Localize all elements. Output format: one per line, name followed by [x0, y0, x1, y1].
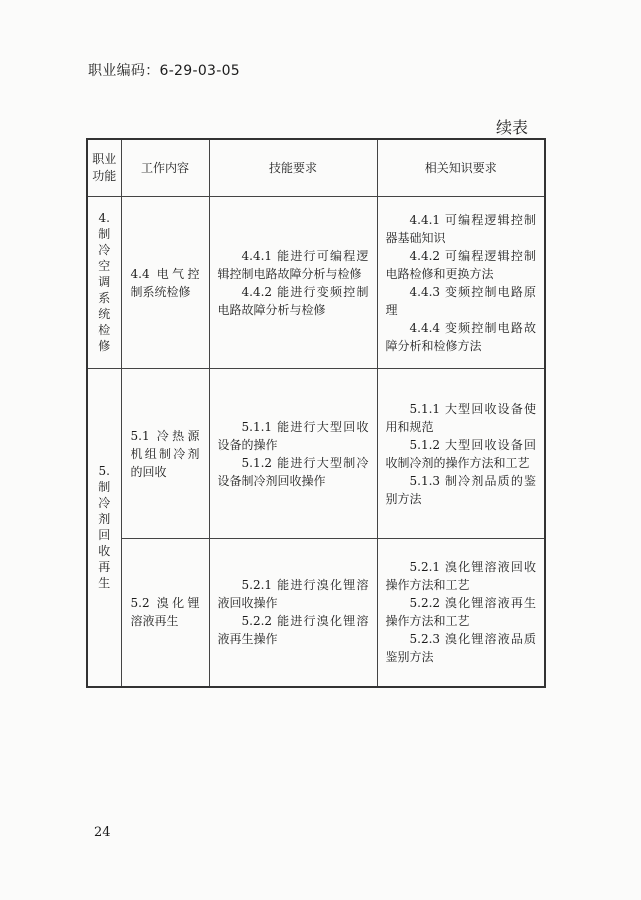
- knowledge-item: 5.2.1 溴化锂溶液回收操作方法和工艺: [385, 560, 536, 593]
- knowledge-item: 4.4.4 变频控制电路故障分析和检修方法: [385, 320, 536, 353]
- work-content-cell: 5.2 溴化锂溶液再生: [121, 539, 209, 687]
- knowledge-cell: [377, 539, 545, 687]
- skill-cell: [209, 197, 377, 369]
- header-work-content: 工作内容: [121, 139, 209, 197]
- knowledge-item: 4.4.1 可编程逻辑控制器基础知识: [385, 212, 536, 245]
- skill-cell: [209, 539, 377, 687]
- skill-item: 5.2.1 能进行溴化锂溶液回收操作: [217, 578, 369, 611]
- work-content-cell: 5.1 冷热源机组制冷剂的回收: [121, 369, 209, 539]
- function-cell: 5.制冷剂回收再生: [87, 369, 121, 687]
- header-knowledge-requirements: 相关知识要求: [377, 139, 545, 197]
- continued-table-label: 续表: [496, 118, 529, 137]
- page-number: 24: [94, 825, 111, 840]
- header-skill-requirements: 技能要求: [209, 139, 377, 197]
- knowledge-item: 4.4.2 可编程逻辑控制电路检修和更换方法: [385, 248, 536, 281]
- occupation-code: 职业编码：6-29-03-05: [88, 63, 241, 79]
- knowledge-item: 5.1.3 制冷剂品质的鉴别方法: [385, 473, 536, 506]
- skill-item: 5.1.2 能进行大型制冷设备制冷剂回收操作: [217, 455, 369, 488]
- function-cell: 4.制冷空调系统检修: [87, 197, 121, 369]
- requirements-table: [86, 138, 546, 688]
- skill-item: 5.1.1 能进行大型回收设备的操作: [217, 419, 369, 452]
- knowledge-item: 4.4.3 变频控制电路原理: [385, 284, 536, 317]
- knowledge-item: 5.1.2 大型回收设备回收制冷剂的操作方法和工艺: [385, 437, 536, 470]
- table-row: [87, 539, 545, 687]
- skill-cell: [209, 369, 377, 539]
- table-header-row: [87, 139, 545, 197]
- skill-item: 5.2.2 能进行溴化锂溶液再生操作: [217, 614, 369, 647]
- knowledge-item: 5.2.2 溴化锂溶液再生操作方法和工艺: [385, 596, 536, 629]
- table-row: [87, 369, 545, 539]
- skill-item: 4.4.2 能进行变频控制电路故障分析与检修: [217, 284, 369, 317]
- knowledge-item: 5.1.1 大型回收设备使用和规范: [385, 401, 536, 434]
- knowledge-item: 5.2.3 溴化锂溶液品质鉴别方法: [385, 632, 536, 665]
- knowledge-cell: [377, 197, 545, 369]
- knowledge-cell: [377, 369, 545, 539]
- table-row: [87, 197, 545, 369]
- skill-item: 4.4.1 能进行可编程逻辑控制电路故障分析与检修: [217, 248, 369, 281]
- header-function: 职业功能: [87, 139, 121, 197]
- work-content-cell: 4.4 电气控制系统检修: [121, 197, 209, 369]
